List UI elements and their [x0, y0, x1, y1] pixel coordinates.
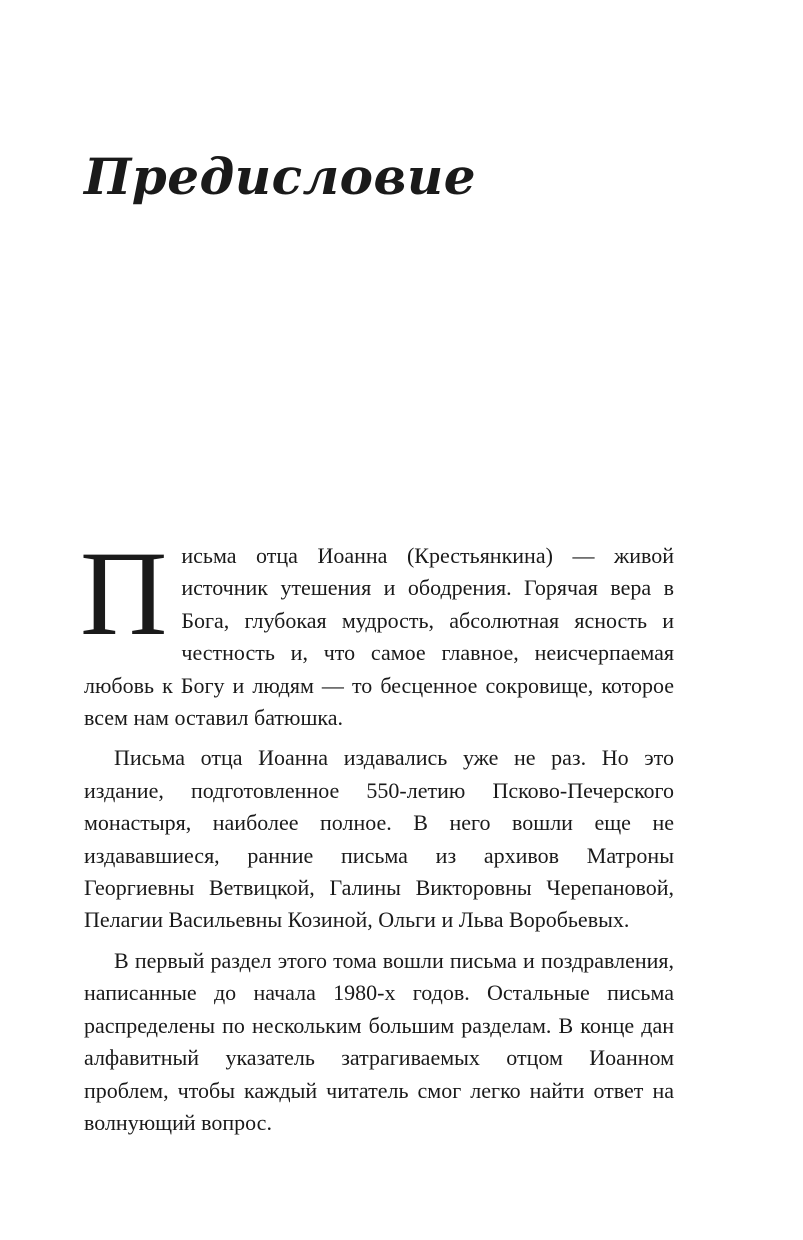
body-text [80, 527, 674, 1147]
paragraph-3: В первый раздел этого тома вошли письма и поздравления, написанные до начала 1980-х годов. Остальные письма распределены по нескольким большим разделам. В конце дан алфавитный указатель затрагиваемых отцом Иоанном проблем, чтобы каждый читатель смог легко найти ответ на волнующий вопрос. [84, 947, 674, 1135]
paragraph-2: Письма отца Иоанна издавались уже не раз. Но это издание, подготовленное 550-летию Псково-Печерского монастыря, наиболее полное. В него вошли еще не издававшиеся, ранние письма из архивов Матроны Георгиевны Ветвицкой, Галины Викторовны Черепановой, Пелагии Васильевны Козиной, Ольги и Льва Воробьевых. [84, 745, 674, 933]
paragraph-1 [80, 527, 674, 734]
chapter-title: Предисловие [84, 146, 477, 206]
paragraph-1-text: исьма отца Иоанна (Крестьянкина) — живой источник утешения и ободрения. Горячая вера в Бога, глубокая мудрость, абсолютная ясность и честность и, что самое главное, неисчерпаемая любовь к Богу и людям — то бесценное сокровище, которое всем нам оставил батюшка. [84, 543, 674, 731]
drop-cap: П [80, 527, 168, 661]
